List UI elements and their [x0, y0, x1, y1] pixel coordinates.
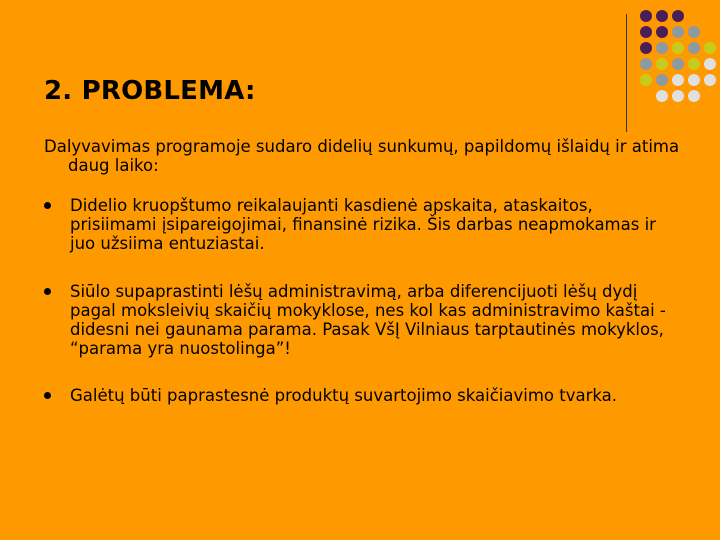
divider-line	[626, 14, 627, 132]
decorative-dot	[640, 58, 652, 70]
decorative-dot	[672, 74, 684, 86]
decorative-dot	[640, 10, 652, 22]
decorative-dot	[672, 58, 684, 70]
decorative-dot	[688, 74, 700, 86]
decorative-dot	[672, 42, 684, 54]
decorative-dot	[672, 26, 684, 38]
bullet-dot-icon	[44, 288, 51, 295]
bullet-item	[44, 282, 684, 358]
decorative-dot	[672, 90, 684, 102]
bullet-dot-icon	[44, 392, 51, 399]
decorative-dot	[688, 58, 700, 70]
decorative-dot	[640, 42, 652, 54]
decorative-dot-grid	[640, 10, 720, 110]
bullet-item	[44, 386, 617, 405]
decorative-dot	[656, 26, 668, 38]
decorative-dot	[656, 90, 668, 102]
bullet-text: Siūlo supaprastinti lėšų administravimą, arba diferencijuoti lėšų dydį pagal moksleivių skaičių mokyklose, nes kol kas administravimo kaštai - didesni nei gaunama parama. Pasak VšĮ Vilniaus tarptautinės mokyklos, “parama yra nuostolinga”!	[70, 282, 666, 358]
decorative-dot	[688, 42, 700, 54]
decorative-dot	[640, 26, 652, 38]
decorative-dot	[704, 58, 716, 70]
decorative-dot	[656, 10, 668, 22]
decorative-dot	[656, 74, 668, 86]
bullet-item	[44, 196, 684, 253]
decorative-dot	[704, 42, 716, 54]
decorative-dot	[688, 26, 700, 38]
decorative-dot	[688, 90, 700, 102]
intro-paragraph: Dalyvavimas programoje sudaro didelių sunkumų, papildomų išlaidų ir atima daug laiko:	[44, 137, 680, 175]
bullet-text: Didelio kruopštumo reikalaujanti kasdienė apskaita, ataskaitos, prisiimami įsipareigojimai, finansinė rizika. Šis darbas neapmokamas ir juo užsiima entuziastai.	[70, 196, 656, 253]
decorative-dot	[672, 10, 684, 22]
decorative-dot	[704, 74, 716, 86]
decorative-dot	[640, 74, 652, 86]
bullet-text: Galėtų būti paprastesnė produktų suvartojimo skaičiavimo tvarka.	[70, 386, 617, 405]
decorative-dot	[656, 58, 668, 70]
decorative-dot	[656, 42, 668, 54]
slide-title: 2. PROBLEMA:	[44, 76, 256, 106]
bullet-dot-icon	[44, 202, 51, 209]
